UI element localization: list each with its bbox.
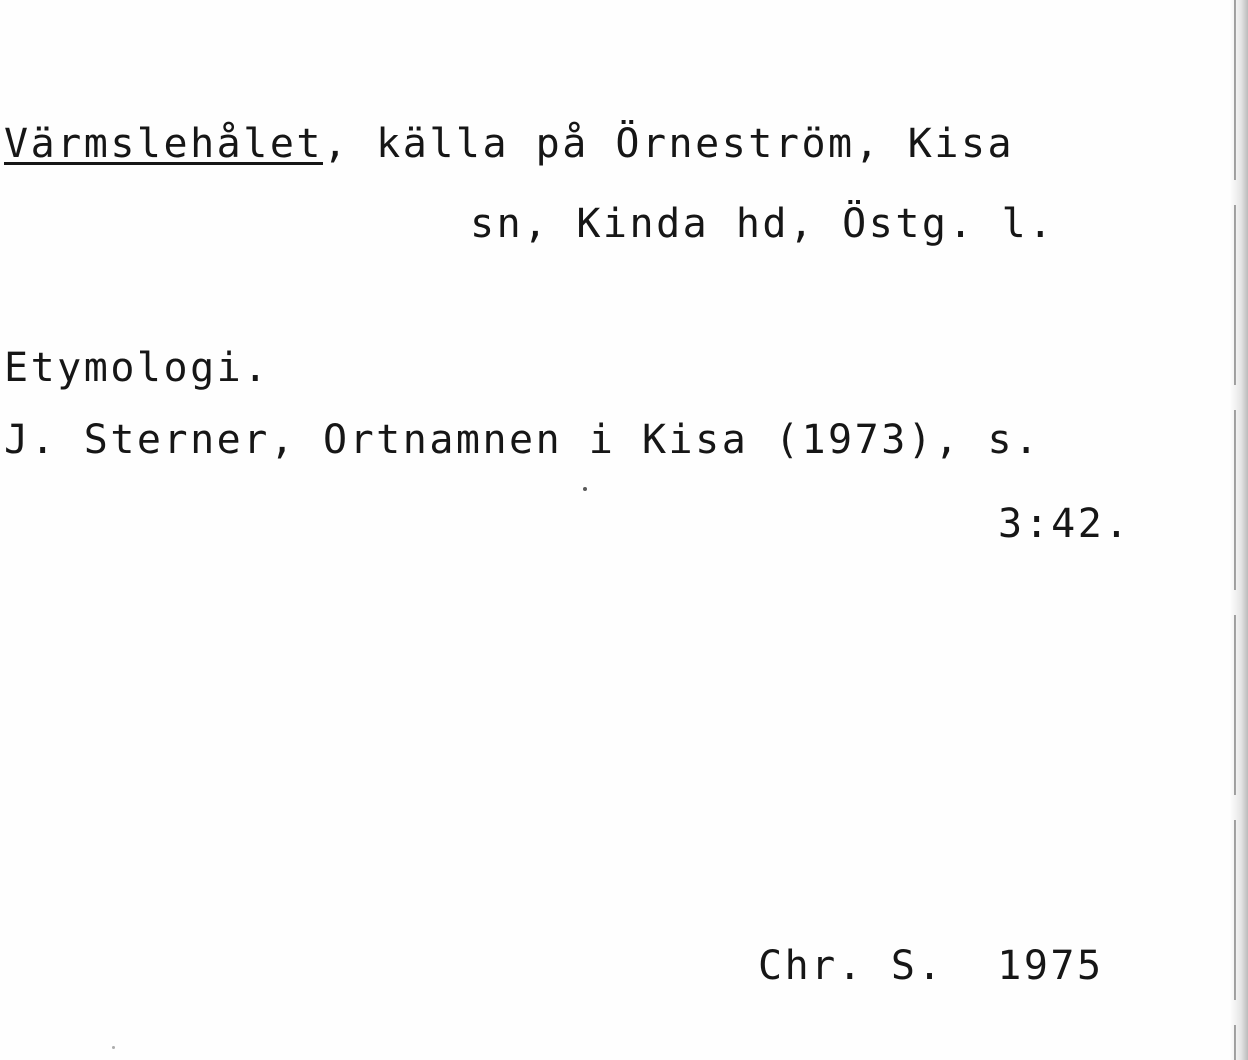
scan-speck (112, 1046, 115, 1049)
reference-line: J. Sterner, Ortnamnen i Kisa (1973), s. (4, 417, 1041, 463)
headword-description: , källa på Örneström, Kisa (322, 121, 1015, 167)
signature-line: Chr. S. 1975 (758, 943, 1104, 989)
reference-line-continuation: 3:42. (998, 501, 1131, 547)
card-title-line (4, 121, 1015, 167)
section-heading: Etymologi. (4, 345, 270, 391)
scan-edge-shadow (1230, 0, 1248, 1060)
scan-speck (583, 487, 587, 491)
card-title-line-continuation: sn, Kinda hd, Östg. l. (470, 201, 1055, 247)
headword: Värmslehålet (4, 121, 323, 167)
